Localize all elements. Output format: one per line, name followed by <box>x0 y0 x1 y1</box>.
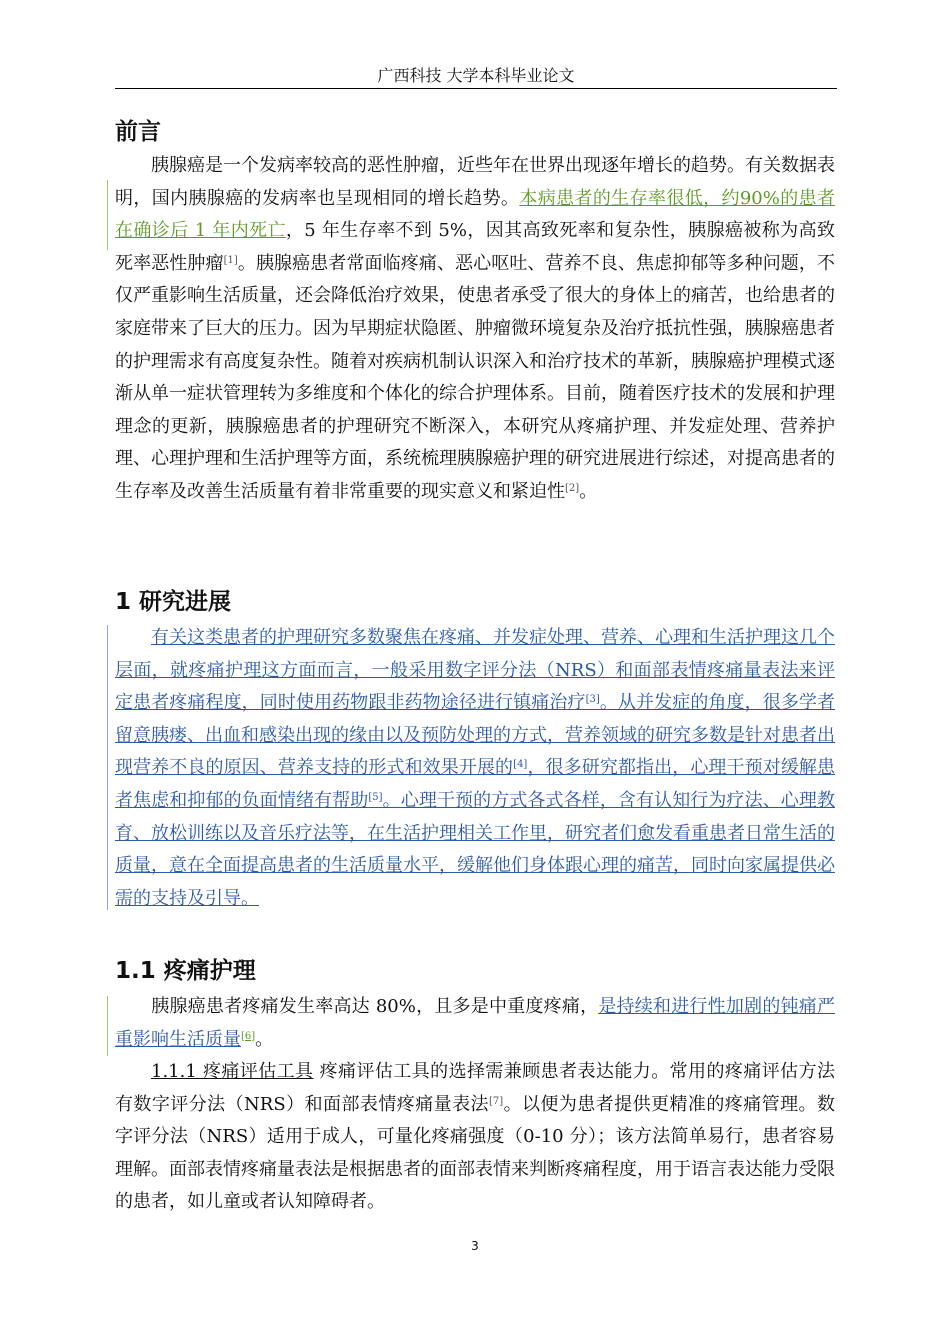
citation[interactable]: [2] <box>565 482 580 494</box>
revised-text: 是持续和进行性加剧的钝痛严重影响生活质量 <box>115 996 835 1050</box>
revised-text: 本病患者的生存率很低，约90%的患者在确诊后 1 年内死亡 <box>115 187 835 242</box>
research-paragraph: 有关这类患者的护理研究多数聚焦在疼痛、并发症处理、营养、心理和生活护理这几个层面，就疼痛护理这方面而言，一般采用数字评分法（NRS）和面部表情疼痛量表法来评定患者疼痛程度，同时使用药物跟非药物途径进行镇痛治疗[3]。从并发症的角度，很多学者留意胰瘘、出血和感染出现的缘由以及预防处理的方式，营养领域的研究多数是针对患者出现营养不良的原因、营养支持的形式和效果开展的[4]，很多研究都指出，心理干预对缓解患者焦虑和抑郁的负面情绪有帮助[5]。心理干预的方式各式各样，含有认知行为疗法、心理教育、放松训练以及音乐疗法等，在生活护理相关工作里，研究者们愈发看重患者日常生活的质量，意在全面提高患者的生活质量水平，缓解他们身体跟心理的痛苦，同时向家属提供必需的支持及引导。 <box>115 627 836 909</box>
citation[interactable]: [6] <box>241 1030 256 1042</box>
heading-pain-care: 1.1 疼痛护理 <box>115 958 256 984</box>
citation[interactable]: [5] <box>368 791 383 803</box>
preface-paragraph: 胰腺癌是一个发病率较高的恶性肿瘤，近些年在世界出现逐年增长的趋势。有关数据表明，国内胰腺癌的发病率也呈现相同的增长趋势。本病患者的生存率很低，约90%的患者在确诊后 1 年内死亡，5 年生存率不到 5%，因其高致死率和复杂性，胰腺癌被称为高致死率恶性肿瘤[1]。胰腺癌患者常面临疼痛、恶心呕吐、营养不良、焦虑抑郁等多种问题，不仅严重影响生活质量，还会降低治疗效果，使患者承受了很大的身体上的痛苦，也给患者的家庭带来了巨大的压力。因为早期症状隐匿、肿瘤微环境复杂及治疗抵抗性强，胰腺癌患者的护理需求有高度复杂性。随着对疾病机制认识深入和治疗技术的革新，胰腺癌护理模式逐渐从单一症状管理转为多维度和个体化的综合护理体系。目前，随着医疗技术的发展和护理理念的更新，胰腺癌患者的护理研究不断深入，本研究从疼痛护理、并发症处理、营养护理、心理护理和生活护理等方面，系统梳理胰腺癌护理的研究进展进行综述，对提高患者的生存率及改善生活质量有着非常重要的现实意义和紧迫性[2]。 <box>115 155 836 502</box>
pain-assessment-paragraph: 1.1.1 疼痛评估工具 疼痛评估工具的选择需兼顾患者表达能力。常用的疼痛评估方法有数字评分法（NRS）和面部表情疼痛量表法[7]。以便为患者提供更精准的疼痛管理。数字评分法（NRS）适用于成人，可量化疼痛强度（0-10 分）；该方法简单易行，患者容易理解。面部表情疼痛量表法是根据患者的面部表情来判断疼痛程度，用于语言表达能力受限的患者，如儿童或者认知障碍者。 <box>115 1061 836 1213</box>
page-header <box>115 64 837 89</box>
pain-paragraph: 胰腺癌患者疼痛发生率高达 80%，且多是中重度疼痛，是持续和进行性加剧的钝痛严重影响生活质量[6]。 <box>115 996 835 1050</box>
citation[interactable]: [7] <box>488 1095 504 1107</box>
revision-bar <box>107 625 108 910</box>
citation[interactable]: [4] <box>513 759 528 771</box>
revision-bar <box>107 180 108 250</box>
heading-preface: 前言 <box>115 119 161 145</box>
subsection-title: 1.1.1 疼痛评估工具 <box>151 1061 314 1082</box>
heading-research-progress: 1 研究进展 <box>115 589 232 615</box>
page-number: 3 <box>471 1239 479 1253</box>
header-title: 广西科技 大学本科毕业论文 <box>377 66 575 85</box>
revision-bar <box>107 996 108 1056</box>
citation[interactable]: [1] <box>223 254 238 266</box>
citation[interactable]: [3] <box>585 694 600 706</box>
